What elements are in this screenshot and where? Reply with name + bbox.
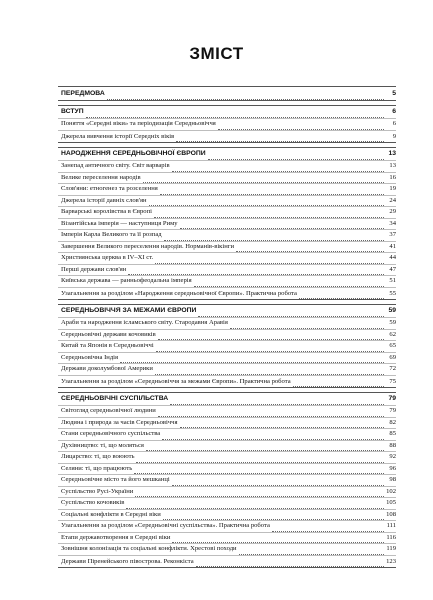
toc-entry[interactable] [58, 521, 396, 533]
entry-title: Узагальнення за розділом «Середньовічні суспільства». Практична робота [61, 522, 270, 529]
page-number: 119 [386, 545, 396, 552]
toc-section [58, 105, 396, 143]
table-of-contents [58, 86, 396, 568]
section-title: ПЕРЕДМОВА [61, 90, 105, 97]
dot-leader [180, 419, 384, 428]
section-title: НАРОДЖЕННЯ СЕРЕДНЬОВІЧНОЇ ЄВРОПИ [61, 150, 206, 157]
page-number: 34 [389, 219, 396, 227]
dot-leader [155, 366, 384, 375]
page-number: 19 [389, 185, 396, 192]
entry-title: Київська держава — ранньофеодальна імперія [61, 277, 192, 284]
toc-entry[interactable] [58, 418, 396, 430]
dot-leader [170, 396, 384, 405]
toc-section [58, 147, 396, 300]
page-number: 13 [389, 162, 396, 169]
entry-title: Зовнішня колонізація та соціальні конфлікти. Хрестові походи [61, 545, 237, 552]
page-number: 72 [389, 365, 396, 372]
dot-leader [156, 343, 384, 352]
dot-leader [208, 151, 384, 160]
entry-title: Лицарство: ті, що воюють [61, 453, 135, 460]
page-number: 55 [389, 289, 396, 297]
dot-leader [172, 163, 384, 172]
dot-leader [180, 220, 384, 229]
toc-entry[interactable] [58, 341, 396, 353]
page-number: 98 [389, 476, 396, 483]
page-number: 44 [389, 254, 396, 261]
entry-title: Варварські королівства в Європі [61, 208, 152, 215]
page-number: 5 [392, 90, 396, 97]
dot-leader [236, 243, 384, 252]
page-number: 69 [389, 353, 396, 361]
page-number: 24 [389, 196, 396, 204]
section-title: СЕРЕДНЬОВІЧЧЯ ЗА МЕЖАМИ ЄВРОПИ [61, 307, 197, 314]
toc-entry[interactable] [58, 487, 396, 499]
toc-entry[interactable] [58, 184, 396, 196]
dot-leader [158, 408, 384, 417]
dot-leader [128, 266, 384, 275]
page-number: 79 [388, 395, 396, 402]
page-number: 13 [388, 150, 396, 157]
entry-title: Світогляд середньовічної людини [61, 407, 156, 414]
toc-entry[interactable] [58, 533, 396, 545]
toc-entry[interactable] [58, 242, 396, 254]
page-number: 47 [389, 265, 396, 273]
dot-leader [154, 209, 384, 218]
entry-title: Християнська церква в IV–XI ст. [61, 254, 154, 261]
dot-leader [136, 454, 384, 463]
page-number: 41 [389, 242, 396, 250]
dot-leader [160, 186, 384, 195]
entry-title: Візантійська імперія — наступниця Риму [61, 219, 178, 227]
dot-leader [194, 278, 384, 287]
entry-title: Середньовічні держави кочовиків [61, 330, 156, 338]
toc-section-heading[interactable] [58, 87, 396, 100]
toc-entry[interactable] [58, 219, 396, 231]
toc-entry[interactable] [58, 161, 396, 173]
toc-entry[interactable] [58, 544, 396, 556]
entry-title: Араби та народження ісламського світу. Стародавня Аравія [61, 319, 228, 326]
section-title: ВСТУП [61, 108, 84, 115]
page-number: 75 [389, 377, 396, 385]
page-number: 88 [389, 441, 396, 449]
entry-title: Суспільство Русі-України [61, 487, 134, 495]
entry-title: Завершення Великого переселення народів. Норманів-вікінги [61, 242, 234, 250]
toc-entry[interactable] [58, 353, 396, 365]
entry-title: Духівництво: ті, що моляться [61, 441, 144, 449]
page-number: 51 [389, 277, 396, 284]
entry-title: Людина і природа за часів Середньовіччя [61, 418, 178, 426]
dot-leader [120, 354, 384, 363]
page-number: 105 [386, 499, 396, 506]
page-number: 6 [392, 120, 396, 127]
section-title: СЕРЕДНЬОВІЧНІ СУСПІЛЬСТВА [61, 395, 169, 402]
toc-entry[interactable] [58, 230, 396, 242]
toc-entry[interactable] [58, 429, 396, 441]
dot-leader [299, 290, 384, 299]
page-number: 9 [392, 132, 396, 140]
dot-leader [134, 465, 384, 474]
dot-leader [272, 523, 384, 532]
toc-entry[interactable] [58, 464, 396, 476]
page-number: 123 [386, 557, 396, 565]
toc-entry[interactable] [58, 318, 396, 330]
page-number: 108 [386, 510, 396, 518]
toc-entry[interactable] [58, 441, 396, 453]
dot-leader [176, 133, 384, 142]
toc-section [58, 86, 396, 101]
dot-leader [162, 431, 384, 440]
entry-title: Китай та Японія в Середньовіччі [61, 342, 154, 349]
entry-title: Держави доколумбової Америки [61, 365, 153, 372]
page-number: 37 [389, 231, 396, 238]
dot-leader [293, 378, 384, 387]
dot-leader [155, 255, 384, 264]
entry-title: Стани середньовічного суспільства [61, 430, 161, 437]
toc-entry[interactable] [58, 330, 396, 342]
entry-title: Джерела вивчення історії Середніх віків [61, 132, 175, 140]
toc-entry[interactable] [58, 556, 396, 568]
toc-entry[interactable] [58, 253, 396, 265]
toc-entry[interactable] [58, 406, 396, 418]
entry-title: Узагальнення за розділом «Народження середньовічної Європи». Практична робота [61, 289, 297, 297]
entry-title: Перші держави слов'ян [61, 265, 127, 273]
toc-entry[interactable] [58, 131, 396, 143]
entry-title: Суспільство кочовиків [61, 499, 125, 506]
page-number: 82 [389, 418, 396, 426]
toc-entry[interactable] [58, 376, 396, 388]
toc-entry[interactable] [58, 173, 396, 185]
dot-leader [149, 197, 384, 206]
entry-title: Слов'яни: етногенез та розселення [61, 185, 158, 192]
toc-entry[interactable] [58, 207, 396, 219]
page-number: 79 [389, 407, 396, 414]
dot-leader [158, 331, 384, 340]
page-title: ЗМІСТ [189, 44, 244, 63]
entry-title: Узагальнення за розділом «Середньовіччя за межами Європи». Практична робота [61, 377, 291, 385]
dot-leader [172, 534, 384, 543]
page-number: 96 [389, 464, 396, 472]
dot-leader [163, 511, 384, 520]
toc-entry[interactable] [58, 510, 396, 522]
page-number: 6 [392, 108, 396, 115]
page-number: 59 [388, 307, 396, 314]
dot-leader [230, 320, 384, 329]
toc-section-heading[interactable] [58, 106, 396, 119]
page-number: 62 [389, 330, 396, 338]
entry-title: Середньовічна Індія [61, 353, 119, 361]
page-number: 16 [389, 173, 396, 181]
page-number: 65 [389, 342, 396, 349]
entry-title: Середньовічне місто та його мешканці [61, 476, 170, 483]
toc-entry[interactable] [58, 364, 396, 376]
toc-entry[interactable] [58, 288, 396, 300]
page-number: 29 [389, 208, 396, 215]
dot-leader [164, 232, 384, 241]
page-number: 111 [386, 522, 396, 529]
dot-leader [196, 558, 384, 567]
page-number: 59 [389, 319, 396, 326]
toc-entry[interactable] [58, 119, 396, 131]
entry-title: Занепад античного світу. Світ варварів [61, 162, 170, 169]
entry-title: Соціальні конфлікти в Середні віки [61, 510, 161, 518]
dot-leader [107, 91, 384, 100]
toc-entry[interactable] [58, 265, 396, 277]
page-number: 92 [389, 453, 396, 460]
toc-section [58, 304, 396, 388]
toc-section [58, 392, 396, 568]
dot-leader [198, 308, 384, 317]
dot-leader [86, 109, 384, 118]
toc-section-heading[interactable] [58, 148, 396, 161]
entry-title: Велике переселення народів [61, 173, 141, 181]
toc-section-heading[interactable] [58, 305, 396, 318]
dot-leader [218, 121, 384, 130]
entry-title: Імперія Карла Великого та її розпад [61, 231, 162, 238]
dot-leader [172, 477, 384, 486]
entry-title: Держави Піренейського півострова. Реконкіста [61, 557, 194, 565]
page-number: 85 [389, 430, 396, 437]
entry-title: Поняття «Середні віки» та періодизація Середньовіччя [61, 120, 216, 127]
page-number: 116 [386, 533, 396, 541]
dot-leader [239, 546, 384, 555]
dot-leader [126, 500, 384, 509]
entry-title: Селяни: ті, що працюють [61, 464, 133, 472]
dot-leader [146, 442, 384, 451]
toc-entry[interactable] [58, 498, 396, 510]
page-number: 102 [386, 487, 396, 495]
entry-title: Джерела історії давніх слов'ян [61, 196, 147, 204]
toc-entry[interactable] [58, 196, 396, 208]
toc-section-heading[interactable] [58, 393, 396, 406]
toc-entry[interactable] [58, 452, 396, 464]
dot-leader [143, 174, 384, 183]
toc-entry[interactable] [58, 475, 396, 487]
dot-leader [135, 488, 384, 497]
entry-title: Етапи державотворення в Середні віки [61, 533, 171, 541]
toc-entry[interactable] [58, 276, 396, 288]
